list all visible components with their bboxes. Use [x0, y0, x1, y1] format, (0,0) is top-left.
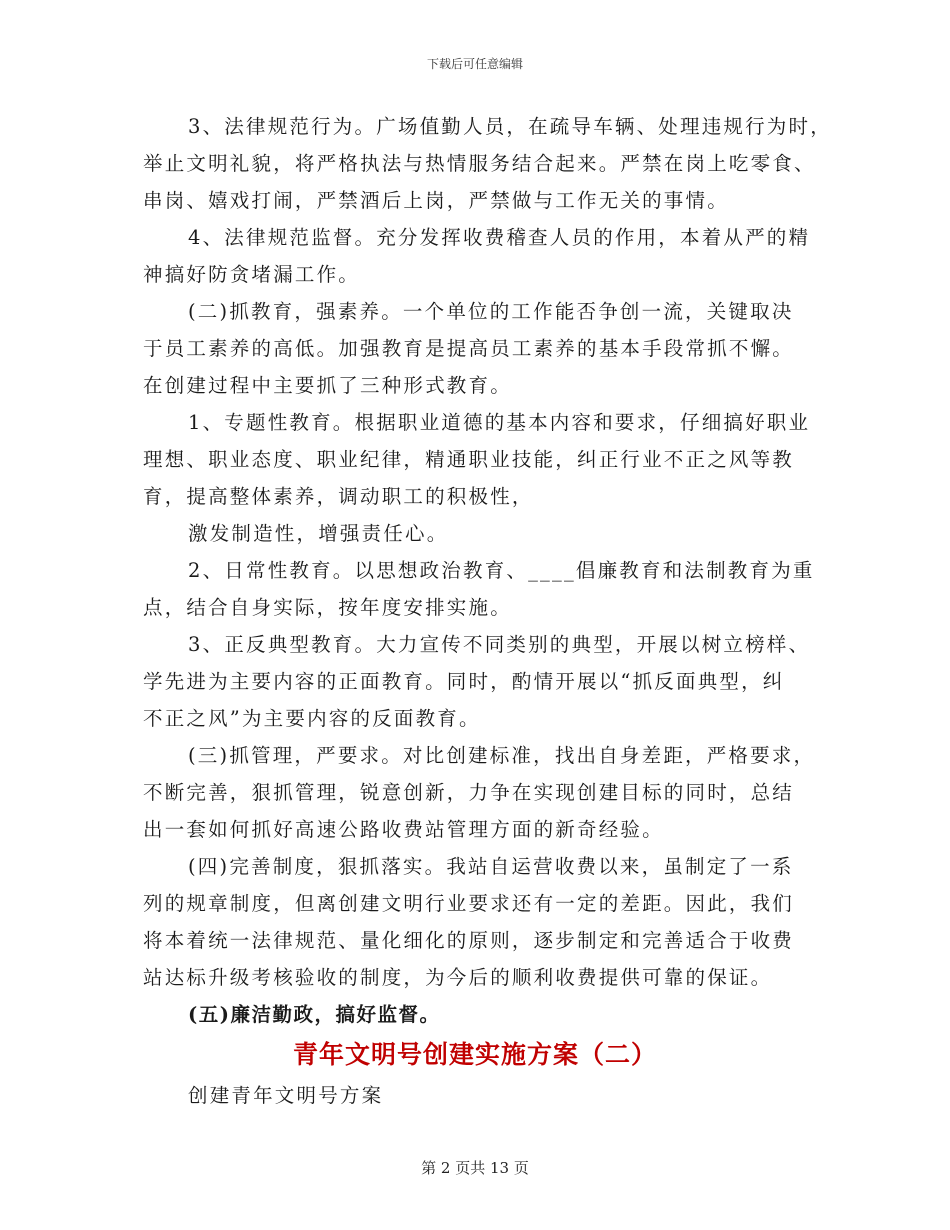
paragraph-line: (二)抓教育，强素养。一个单位的工作能否争创一流，关键取决	[188, 300, 794, 323]
paragraph-line: 1、专题性教育。根据职业道德的基本内容和要求，仔细搞好职业	[188, 411, 811, 434]
bold-heading-line: (五)廉洁勤政，搞好监督。	[188, 1003, 441, 1026]
page-header: 下载后可任意编辑	[426, 57, 523, 71]
paragraph-line: 4、法律规范监督。充分发挥收费稽查人员的作用，本着从严的精	[188, 226, 811, 249]
paragraph-line: 在创建过程中主要抓了三种形式教育。	[143, 374, 512, 397]
paragraph-line: 3、法律规范行为。广场值勤人员，在疏导车辆、处理违规行为时，	[188, 115, 832, 138]
paragraph-line: 2、日常性教育。以思想政治教育、____倡廉教育和法制教育为重	[188, 559, 815, 582]
page-footer: 第 2 页共 13 页	[421, 1159, 529, 1177]
paragraph-line: 理想、职业态度、职业纪律，精通职业技能，纠正行业不正之风等教	[143, 448, 795, 471]
paragraph-line: (三)抓管理，严要求。对比创建标准，找出自身差距，严格要求，	[188, 744, 816, 767]
paragraph-line: 点，结合自身实际，按年度安排实施。	[143, 596, 512, 619]
paragraph-line: 学先进为主要内容的正面教育。同时，酌情开展以“抓反面典型，纠	[143, 670, 785, 693]
paragraph-line: 不断完善，狠抓管理，锐意创新，力争在实现创建目标的同时，总结	[143, 781, 795, 804]
paragraph-line: 不正之风”为主要内容的反面教育。	[143, 707, 481, 730]
paragraph-line: 将本着统一法律规范、量化细化的原则，逐步制定和完善适合于收费	[143, 929, 795, 952]
paragraph-line: 站达标升级考核验收的制度，为今后的顺利收费提供可靠的保证。	[143, 966, 773, 989]
paragraph-line: 出一套如何抓好高速公路收费站管理方面的新奇经验。	[143, 818, 664, 841]
paragraph-line: (四)完善制度，狠抓落实。我站自运营收费以来，虽制定了一系	[188, 855, 794, 878]
paragraph-line: 激发制造性，增强责任心。	[188, 522, 449, 545]
paragraph-line: 举止文明礼貌，将严格执法与热情服务结合起来。严禁在岗上吃零食、	[143, 152, 816, 175]
paragraph-line: 神搞好防贪堵漏工作。	[143, 263, 361, 286]
paragraph-line: 育，提高整体素养，调动职工的积极性，	[143, 485, 534, 508]
section-title: 青年文明号创建实施方案（二）	[292, 1040, 657, 1069]
subtitle-line: 创建青年文明号方案	[188, 1084, 384, 1107]
paragraph-line: 3、正反典型教育。大力宣传不同类别的典型，开展以树立榜样、	[188, 633, 811, 656]
paragraph-line: 于员工素养的高低。加强教育是提高员工素养的基本手段常抓不懈。	[143, 337, 795, 360]
paragraph-line: 串岗、嬉戏打闹，严禁酒后上岗，严禁做与工作无关的事情。	[143, 189, 729, 212]
paragraph-line: 列的规章制度，但离创建文明行业要求还有一定的差距。因此，我们	[143, 892, 795, 915]
